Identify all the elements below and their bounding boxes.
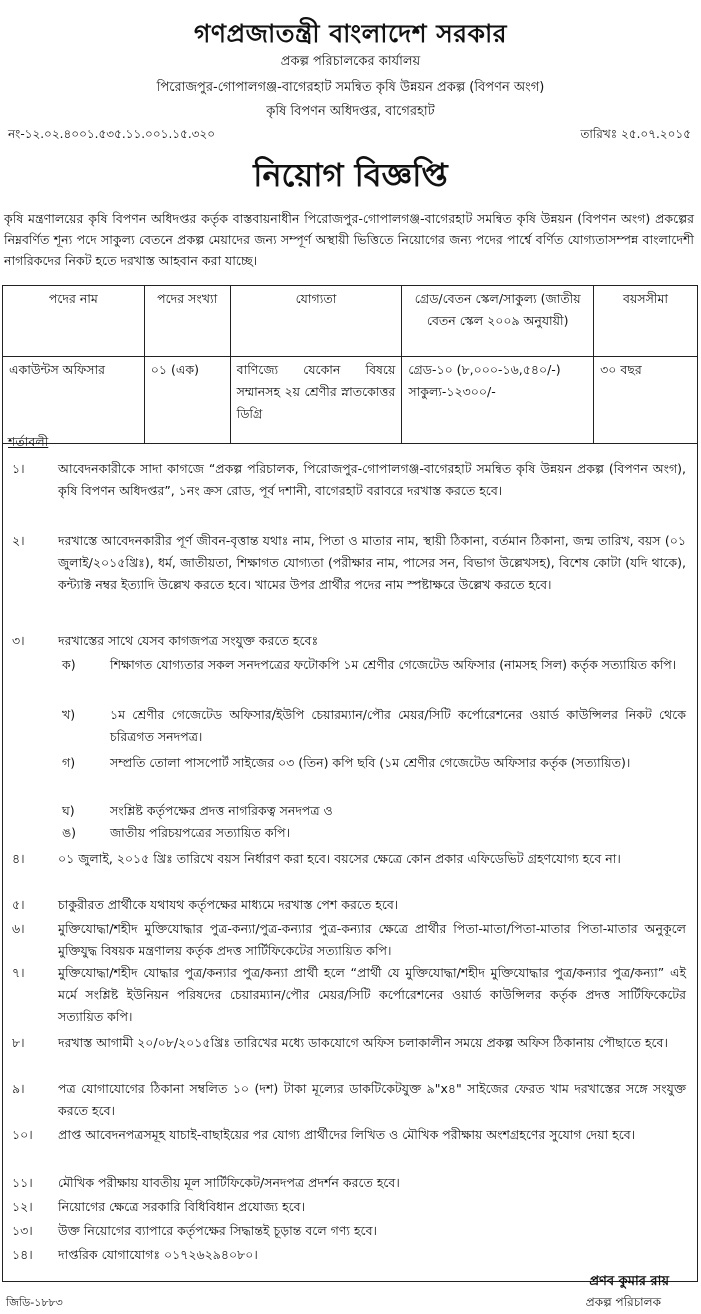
memo-number: নং-১২.০২.৪০০১.৫৩৫.১১.০০১.১৫.৩২০ <box>8 127 216 141</box>
condition-number: ৯। <box>12 1081 25 1096</box>
condition-number: ৫। <box>12 897 25 912</box>
condition-number: ১৩। <box>12 1223 33 1238</box>
condition-text: উক্ত নিয়োগের ব্যাপারে কর্তৃপক্ষের সিদ্ধান্তই চূড়ান্ত বলে গণ্য হবে। <box>58 1223 377 1238</box>
condition-text: পত্র যোগাযোগের ঠিকানা সম্বলিত ১০ (দশ) টাকা মূল্যের ডাকটিকেটযুক্ত ৯"x৪" সাইজের ফেরত খাম দরখাস্তের সঙ্গে সংযুক্ত করতে হবে। <box>58 1081 686 1118</box>
condition-text: মুক্তিযোদ্ধা/শহীদ মুক্তিযোদ্ধার পুত্র-কন্যা/পুত্র-কন্যার পুত্র-কন্যার ক্ষেত্রে প্রার্থীর পিতা-মাতা/পিতা-মাতার পিতা-মাতার অনুকূলে মুক্তিযুদ্ধ বিষয়ক মন্ত্রণালয় কর্তৃক প্রদত্ত সার্টিফিকেটের সত্যায়িত কপি। <box>58 921 686 958</box>
table-header: যোগ্যতা <box>230 286 402 357</box>
government-title: গণপ্রজাতন্ত্রী বাংলাদেশ সরকার <box>194 19 507 48</box>
condition-number: গ) <box>62 755 76 770</box>
table-cell: ৩০ বছর <box>594 357 698 444</box>
notice-title: নিয়োগ বিজ্ঞপ্তি <box>253 156 448 194</box>
condition-number: ৪। <box>12 851 25 866</box>
condition-text: মৌখিক পরীক্ষায় যাবতীয় মূল সার্টিফিকেট/সনদপত্র প্রদর্শন করতে হবে। <box>58 1175 400 1190</box>
table-cell: একাউন্টস অফিসার <box>3 357 145 444</box>
condition-number: ঙ) <box>62 825 77 840</box>
condition-text: চাকুরীরত প্রার্থীকে যথাযথ কর্তৃপক্ষের মাধ্যমে দরখাস্ত পেশ করতে হবে। <box>58 897 399 912</box>
notice-date: তারিখঃ ২৫.০৭.২০১৫ <box>580 127 691 141</box>
table-header-row <box>3 286 698 357</box>
condition-text: দরখাস্তে আবেদনকারীর পূর্ণ জীবন-বৃত্তান্ত যথাঃ নাম, পিতা ও মাতার নাম, স্থায়ী ঠিকানা, বর্তমান ঠিকানা, জন্ম তারিখ, বয়স (০১ জুলাই/২০১৫খ্রিঃ), ধর্ম, জাতীয়তা, শিক্ষাগত যোগ্যতা (পরীক্ষার নাম, পাসের সন, বিভাগ উল্লেখসহ), বিশেষ কোটা (যদি থাকে), কন্ট্যাক্ট নম্বর ইত্যাদি উল্লেখ করতে হবে। খামের উপর প্রার্থীর পদের নাম স্পষ্টাক্ষরে উল্লেখ করতে হবে। <box>58 533 686 592</box>
condition-text: নিয়োগের ক্ষেত্রে সরকারি বিধিবিধান প্রযোজ্য হবে। <box>58 1199 306 1214</box>
condition-number: ১৪। <box>12 1247 33 1262</box>
signatory-designation: প্রকল্প পরিচালক <box>585 1295 661 1309</box>
condition-text: দরখাস্ত আগামী ২০/০৮/২০১৫খ্রিঃ তারিখের মধ্যে ডাকযোগে অফিস চলাকালীন সময়ে প্রকল্প অফিস ঠিকানায় পৌছাতে হবে। <box>58 1035 668 1050</box>
posts-table <box>2 285 698 444</box>
condition-number: ৮। <box>12 1035 25 1050</box>
gd-reference: জিডি-১৮৮৩ <box>6 1296 63 1309</box>
table-row <box>3 357 698 444</box>
condition-text: মুক্তিযোদ্ধা/শহীদ যোদ্ধার পুত্র/কন্যার পুত্র/কন্যা প্রার্থী হলে “প্রার্থী যে মুক্তিযোদ্ধা/শহীদ মুক্তিযোদ্ধার পুত্র/কন্যার পুত্র/কন্যা” এই মর্মে সংশ্লিষ্ট ইউনিয়ন পরিষদের চেয়ারম্যান/পৌর মেয়র/সিটি কর্পোরেশনের ওয়ার্ড কাউন্সিলর কর্তৃক প্রদত্ত সার্টিফিকেটের সত্যায়িত কপি। <box>58 965 686 1024</box>
condition-text: সম্প্রতি তোলা পাসপোর্ট সাইজের ০৩ (তিন) কপি ছবি (১ম শ্রেণীর গেজেটেড অফিসার কর্তৃক (সত্যায়িত)। <box>110 755 631 770</box>
project-name: পিরোজপুর-গোপালগঞ্জ-বাগেরহাট সমন্বিত কৃষি উন্নয়ন প্রকল্প (বিপণন অংগ) <box>156 80 545 95</box>
condition-number: ১। <box>12 461 25 476</box>
table-cell: বাণিজ্যে যেকোন বিষয়ে সম্মানসহ ২য় শ্রেণীর স্নাতকোত্তর ডিগ্রি <box>230 357 402 444</box>
table-header: পদের নাম <box>3 286 145 357</box>
condition-number: ঘ) <box>62 803 75 818</box>
condition-number: খ) <box>62 707 76 722</box>
table-header: গ্রেড/বেতন স্কেল/সাকুল্য (জাতীয় বেতন স্কেল ২০০৯ অনুযায়ী) <box>402 286 594 357</box>
condition-text: ১ম শ্রেণীর গেজেটেড অফিসার/ইউপি চেয়ারম্যান/পৌর মেয়র/সিটি কর্পোরেশনের ওয়ার্ড কাউন্সিলর নিকট থেকে চরিত্রগত সনদপত্র। <box>110 707 686 744</box>
condition-text: সংশ্লিষ্ট কর্তৃপক্ষের প্রদত্ত নাগরিকত্ব সনদপত্র ও <box>110 803 333 818</box>
table-header: বয়সসীমা <box>594 286 698 357</box>
condition-number: ৬। <box>12 921 25 936</box>
intro-paragraph: কৃষি মন্ত্রণালয়ের কৃষি বিপণন অধিদপ্তর কর্তৃক বাস্তবায়নাধীন পিরোজপুর-গোপালগঞ্জ-বাগেরহাট সমন্বিত কৃষি উন্নয়ন (বিপণন অংগ) প্রকল্পের নিম্নবর্ণিত শূন্য পদে সাকুল্য বেতনে প্রকল্প মেয়াদের জন্য সম্পূর্ণ অস্থায়ী ভিত্তিতে নিয়োগের জন্য পদের পার্শ্বে বর্ণিত যোগ্যতাসম্পন্ন বাংলাদেশী নাগরিকদের নিকট হতে দরখাস্ত আহবান করা যাচ্ছে। <box>4 211 694 268</box>
condition-text: আবেদনকারীকে সাদা কাগজে “প্রকল্প পরিচালক, পিরোজপুর-গোপালগঞ্জ-বাগেরহাট সমন্বিত কৃষি উন্নয়ন প্রকল্প (বিপণন অংগ), কৃষি বিপণন অধিদপ্তর”, ১নং ক্রস রোড, পূর্ব দশানী, বাগেরহাট বরাবরে দরখাস্ত করতে হবে। <box>58 461 686 498</box>
condition-number: ক) <box>62 657 76 672</box>
condition-text: ০১ জুলাই, ২০১৫ খ্রিঃ তারিখে বয়স নির্ধারণ করা হবে। বয়সের ক্ষেত্রে কোন প্রকার এফিডেভিট গ্রহণযোগ্য হবে না। <box>58 851 621 866</box>
condition-number: ৭। <box>12 965 25 980</box>
condition-text: প্রাপ্ত আবেদনপত্রসমূহ যাচাই-বাছাইয়ের পর যোগ্য প্রার্থীদের লিখিত ও মৌখিক পরীক্ষায় অংশগ্রহণের সুযোগ দেয়া হবে। <box>58 1127 636 1142</box>
table-header: পদের সংখ্যা <box>144 286 230 357</box>
office-name: প্রকল্প পরিচালকের কার্যালয় <box>280 54 421 69</box>
condition-number: ৩। <box>12 633 25 648</box>
condition-number: ১২। <box>12 1199 33 1214</box>
condition-number: ১১। <box>12 1175 33 1190</box>
condition-number: ২। <box>12 533 25 548</box>
condition-text: দরখাস্তের সাথে যেসব কাগজপত্র সংযুক্ত করতে হবেঃ <box>58 633 319 648</box>
signatory-name: প্রণব কুমার রায় <box>589 1274 669 1289</box>
condition-text: দাপ্তরিক যোগাযোগঃ ০১৭২৬২৯৪০৮০। <box>58 1247 258 1262</box>
table-cell: ০১ (এক) <box>144 357 230 444</box>
department-name: কৃষি বিপণন অধিদপ্তর, বাগেরহাট <box>266 104 435 119</box>
condition-text: জাতীয় পরিচয়পত্রের সত্যায়িত কপি। <box>110 825 291 840</box>
condition-text: শিক্ষাগত যোগ্যতার সকল সনদপত্রের ফটোকপি ১ম শ্রেণীর গেজেটেড অফিসার (নামসহ সিল) কর্তৃক সত্যায়িত কপি। <box>110 657 677 672</box>
table-cell: গ্রেড-১০ (৮,০০০-১৬,৫৪০/-) সাকুল্য-১২৩০০/- <box>402 357 594 444</box>
terms-title: শর্তাবলী <box>8 434 49 449</box>
condition-number: ১০। <box>12 1127 33 1142</box>
